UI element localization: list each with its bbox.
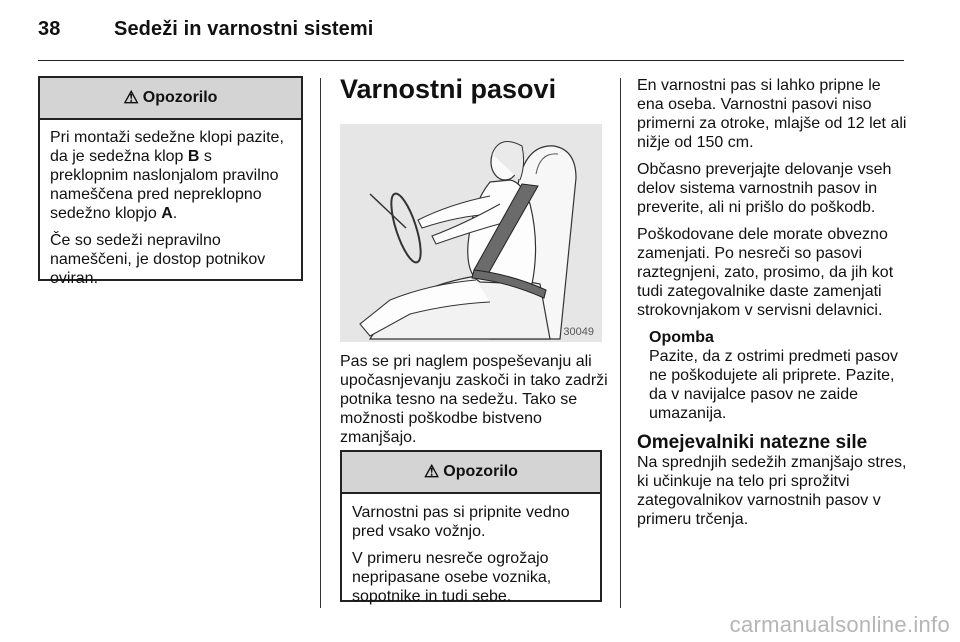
warning-paragraph [50, 128, 291, 223]
warning-triangle-icon: ⚠ [123, 88, 139, 107]
warning-body [40, 120, 301, 296]
warning-triangle-icon: ⚠ [424, 462, 440, 481]
warning-box-seatbelt [340, 450, 602, 605]
warning-box-seats [38, 76, 303, 287]
body-paragraph: Pas se pri naglem pospeševanju ali upočasnjevanju zaskoči in tako zadrži potnika tesno na sedežu. Tako se možnosti poškodbe bistveno zmanjšajo. [340, 353, 608, 446]
seatbelt-illustration [340, 124, 602, 342]
body-paragraph: Občasno preverjajte delovanje vseh delov sistema varnostnih pasov in preverite, ali ni prišlo do poškodb. [637, 161, 892, 216]
warning-body [342, 494, 600, 614]
warning-header [40, 78, 301, 120]
page-title: Sedeži in varnostni sistemi [114, 18, 374, 40]
section-body [340, 352, 610, 455]
body-paragraph: En varnostni pas si lahko pripne le ena oseba. Varnostni pasovi niso primerni za otroke, mlajše od 12 let ali nižje od 150 cm. [637, 77, 907, 151]
column-divider-left [320, 78, 321, 608]
warning-header [342, 452, 600, 494]
page-number: 38 [38, 18, 61, 40]
warning-text: Pri montaži sedežne klopi pazite, da je sedežna klop [50, 129, 284, 165]
seat-label-a: A [161, 205, 173, 222]
column-divider-right [620, 78, 621, 608]
warning-heading: Opozorilo [443, 463, 518, 480]
warning-heading: Opozorilo [142, 89, 218, 106]
note-title: Opomba [649, 329, 714, 346]
page-header [38, 18, 373, 41]
warning-paragraph: Če so sedeži nepravilno nameščeni, je dostop potnikov oviran. [50, 232, 266, 287]
note-text: Pazite, da z ostrimi predmeti pasov ne poškodujete ali priprete. Pazite, da v navijalce pasov ne zaide umazanija. [649, 348, 898, 422]
section-title: Varnostni pasovi [340, 74, 557, 104]
warning-text: . [172, 205, 178, 222]
footer-watermark: carmanualsonline.info [729, 612, 950, 637]
header-rule [38, 60, 904, 61]
warning-paragraph: Varnostni pas si pripnite vedno pred vsako vožnjo. [352, 504, 570, 540]
right-column [637, 76, 907, 537]
body-paragraph: Poškodovane dele morate obvezno zamenjati. Po nesreči so pasovi raztegnjeni, zato, prosimo, da jih kot tudi zategovalnike daste zamenjati strokovnjakom v servisni delavnici. [637, 226, 894, 319]
subheading: Omejevalniki natezne sile [637, 432, 868, 453]
body-paragraph: Na sprednjih sedežih zmanjšajo stres, ki učinkuje na telo pri sprožitvi zategovalnikov varnostnih pasov v primeru trčenja. [637, 454, 907, 528]
image-code: 30049 [563, 326, 594, 338]
seat-label-b: B [187, 148, 200, 165]
warning-paragraph: V primeru nesreče ogrožajo nepripasane osebe voznika, sopotnike in tudi sebe. [352, 550, 552, 605]
seatbelt-drawing [340, 124, 602, 342]
note-block [637, 328, 907, 423]
warning-text: s preklopnim naslonjalom pravilno nameščena pred nepreklopno sedežno klopjo [50, 148, 279, 222]
